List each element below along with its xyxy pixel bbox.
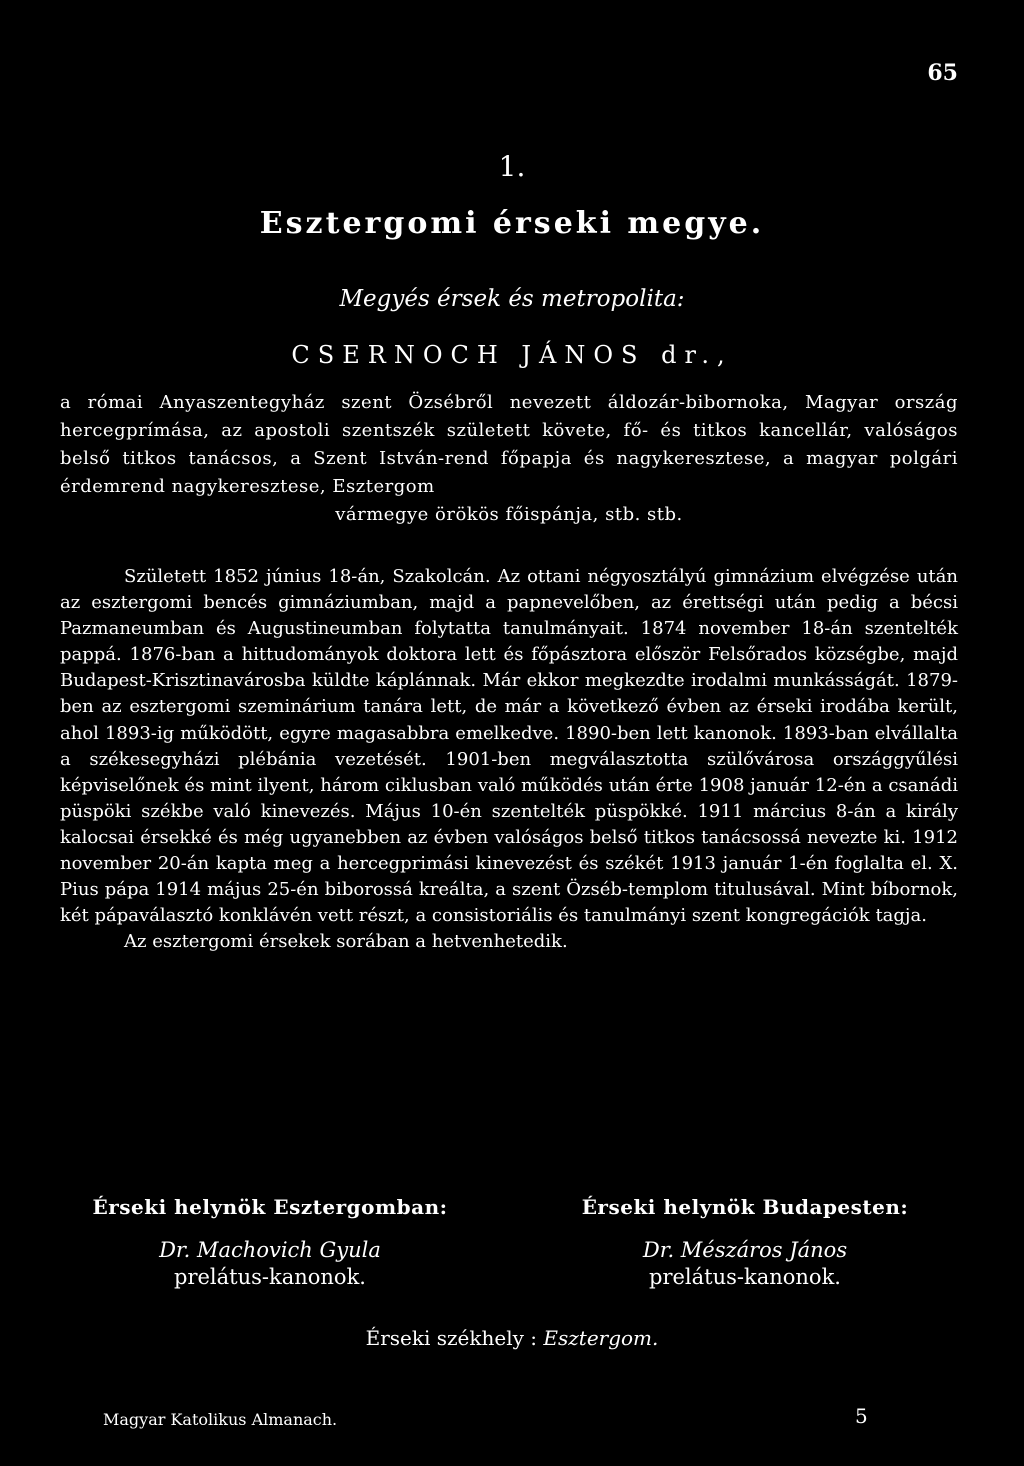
vicar-esztergom-name: Dr. Machovich Gyula xyxy=(159,1238,381,1262)
archiepiscopal-seat xyxy=(0,1326,1024,1350)
titles-text: a római Anyaszentegyház szent Özsébről nevezett áldozár-bibornoka, Magyar ország hercegprímása, az apostoli szentszék született követe, fő- és titkos kancellár, valóságos belső titkos tanácsos, a Szent István-rend főpapja és nagykeresztese, a magyar polgári érdemrend nagykeresztese, Esztergom xyxy=(60,392,958,497)
vicar-budapest-name: Dr. Mészáros János xyxy=(642,1238,848,1262)
vicar-esztergom-title: prelátus-kanonok. xyxy=(174,1265,366,1289)
vicar-esztergom xyxy=(60,1194,480,1291)
seat-label: Érseki székhely : xyxy=(365,1326,538,1350)
vicar-budapest xyxy=(530,1194,960,1291)
archbishop-name: CSERNOCH JÁNOS dr., xyxy=(291,341,733,369)
page-number: 65 xyxy=(927,60,958,86)
footer-publication: Magyar Katolikus Almanach. xyxy=(103,1410,338,1429)
titles-paragraph xyxy=(60,389,958,529)
vicar-esztergom-heading: Érseki helynök Esztergomban: xyxy=(92,1195,448,1219)
titles-last-line: vármegye örökös főispánja, stb. stb. xyxy=(335,504,683,525)
biography-tail: Az esztergomi érsekek sorában a hetvenhetedik. xyxy=(124,931,568,953)
diocese-title: Esztergomi érseki megye. xyxy=(259,206,765,241)
biography-text: Született 1852 június 18-án, Szakolcán. Az ottani négyosztályú gimnázium elvégzése után az esztergomi bencés gimnáziumban, majd a papnevelőben, az érettségi után pedig a bécsi Pazmaneumban és Augustineumban folytatta tanulmányait. 1874 november 18-án szentelték pappá. 1876-ban a hittudományok doktora lett és főpásztora először Felsőrados községbe, majd Budapest-Krisztinavárosba küldte káplánnak. Már ekkor megkezdte irodalmi munkásságát. 1879-ben az esztergomi szeminárium tanára lett, de már a következő évben az érseki irodába került, ahol 1893-ig működött, egyre magasabbra emelkedve. 1890-ben lett kanonok. 1893-ban elvállalta a székesegyházi plébánia vezetését. 1901-ben megválasztotta szülővárosa országgyűlési képviselőnek és mint ilyent, három ciklusban való működés után érte 1908 január 12-én a csanádi püspöki székbe való kinevezés. Május 10-én szentelték püspökké. 1911 március 8-án a király kalocsai érsekké és még ugyanebben az évben valóságos belső titkos tanácsossá nevezte ki. 1912 november 20-án kapta meg a hercegprimási kinevezést és székét 1913 január 1-én foglalta el. X. Pius pápa 1914 május 25-én biborossá kreálta, a szent Özséb-templom titulusával. Mint bíbornok, két pápaválasztó konklávén vett részt, a consistoriális és tanulmányi szent kongregációk tagja. xyxy=(60,566,958,927)
section-number: 1. xyxy=(498,150,526,183)
seat-value: Esztergom. xyxy=(543,1326,659,1350)
vicar-budapest-title: prelátus-kanonok. xyxy=(649,1265,841,1289)
footer-signature-mark: 5 xyxy=(855,1404,868,1428)
biography xyxy=(60,564,958,955)
role-line: Megyés érsek és metropolita: xyxy=(339,286,685,312)
vicar-budapest-heading: Érseki helynök Budapesten: xyxy=(581,1195,909,1219)
